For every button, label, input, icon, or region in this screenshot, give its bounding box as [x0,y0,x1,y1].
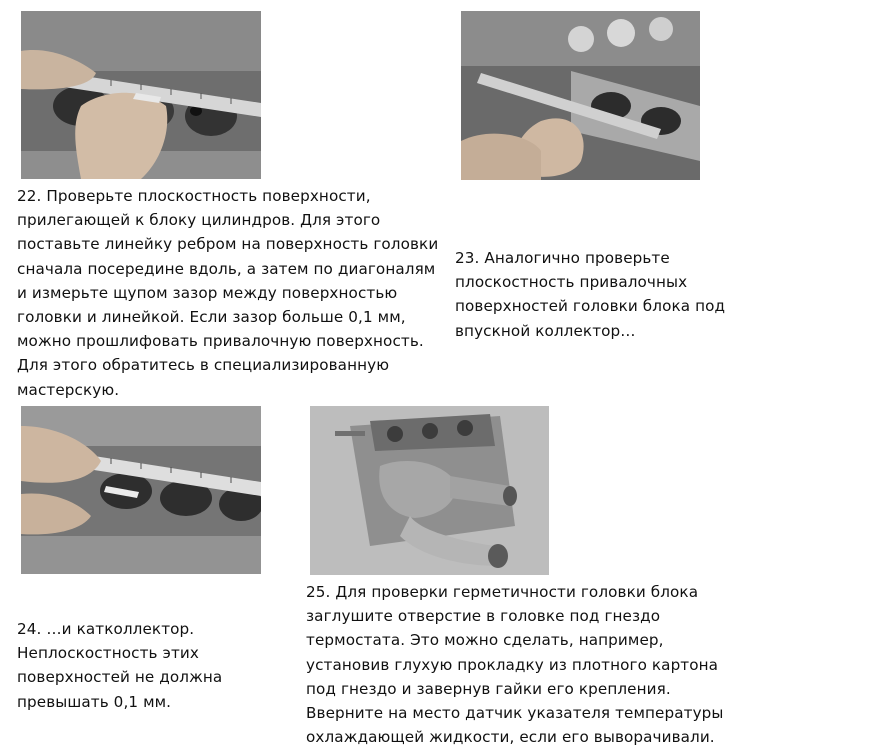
caption-line: превышать 0,1 мм. [17,692,172,711]
photo-step-24 [21,406,261,574]
step-23-caption [455,246,725,343]
photo-step-25 [310,406,549,575]
caption-line: головки и линейкой. Если зазор больше 0,1 мм, [17,308,406,327]
caption-line: термостата. Это можно сделать, например, [306,631,664,650]
caption-line: заглушите отверстие в головке под гнездо [306,607,661,626]
caption-line: Вверните на место датчик указателя температуры [306,704,724,723]
caption-line: плоскостность привалочных [455,273,688,292]
caption-line: поверхностей не должна [17,668,223,687]
caption-line: мастерскую. [17,380,120,399]
caption-line: впускной коллектор… [455,321,636,340]
caption-line: можно прошлифовать привалочную поверхность. [17,332,424,351]
step-22-caption [17,184,438,402]
caption-line: охлаждающей жидкости, если его выворачивали. [306,728,715,747]
caption-line: Для этого обратитесь в специализированную [17,356,390,375]
caption-line: 25. Для проверки герметичности головки блока [306,583,699,601]
caption-line: 23. Аналогично проверьте [455,249,670,267]
caption-line: 24. …и катколлектор. [17,620,195,638]
caption-line: поставьте линейку ребром на поверхность головки [17,235,439,254]
caption-line: под гнездо и завернув гайки его крепления. [306,679,671,698]
photo-step-22 [21,11,261,179]
caption-line: поверхностей головки блока под [455,297,726,316]
caption-line: и измерьте щупом зазор между поверхностью [17,283,398,302]
step-25-caption [306,580,724,749]
caption-line: прилегающей к блоку цилиндров. Для этого [17,211,381,230]
caption-line: Неплоскостность этих [17,644,199,663]
photo-step-23 [461,11,700,180]
caption-line: 22. Проверьте плоскостность поверхности, [17,187,371,205]
caption-line: установив глухую прокладку из плотного картона [306,655,719,674]
step-24-caption [17,617,222,714]
caption-line: сначала посередине вдоль, а затем по диагоналям [17,259,436,278]
